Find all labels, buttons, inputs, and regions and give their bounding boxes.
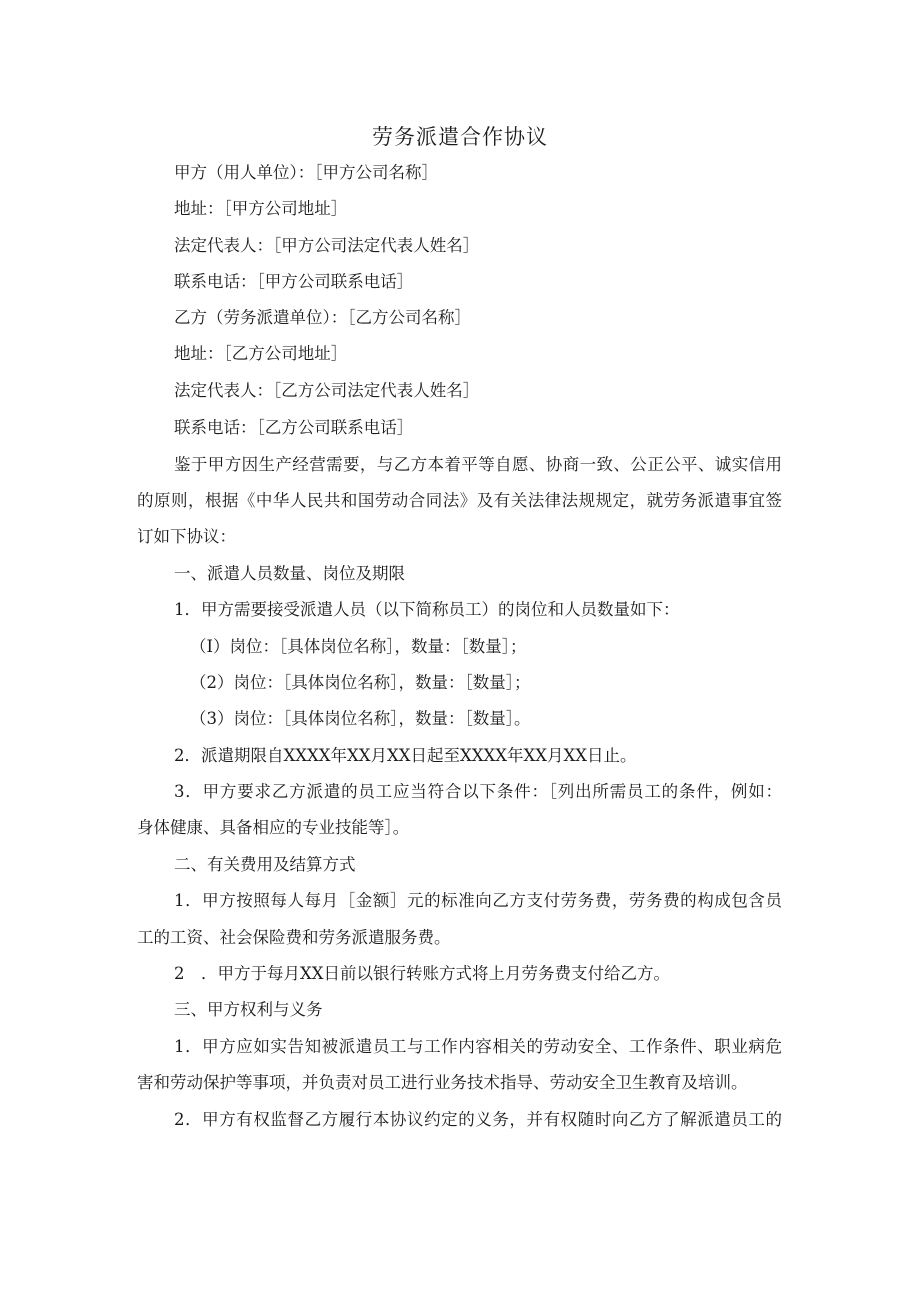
- document-title: 劳务派遣合作协议: [372, 125, 548, 149]
- party-b-representative: 法定代表人：［乙方公司法定代表人姓名］: [174, 381, 480, 400]
- section-3-item-1-line-2: 害和劳动保护等事项，并负责对员工进行业务技术指导、劳动安全卫生教育及培训。: [137, 1073, 748, 1092]
- party-b-address: 地址：［乙方公司地址］: [174, 344, 348, 363]
- section-2-heading: 二、有关费用及结算方式: [174, 855, 356, 874]
- party-a-address: 地址：［甲方公司地址］: [174, 199, 348, 218]
- party-a-name: 甲方（用人单位）：［甲方公司名称］: [174, 163, 438, 182]
- party-a-representative: 法定代表人：［甲方公司法定代表人姓名］: [174, 236, 480, 255]
- preamble-line-2: 的原则，根据《中华人民共和国劳动合同法》及有关法律法规规定，就劳务派遣事宜签: [137, 491, 782, 510]
- section-1-item-1: 1．甲方需要接受派遣人员（以下简称员工）的岗位和人员数量如下：: [174, 600, 680, 619]
- section-2-item-1-line-2: 工的工资、社会保险费和劳务派遣服务费。: [137, 928, 451, 947]
- preamble-line-3: 订如下协议：: [137, 527, 236, 546]
- section-1-item-2: 2．派遣期限自XXXX年XX月XX日起至XXXX年XX月XX日止。: [174, 746, 637, 765]
- party-b-name: 乙方（劳务派遣单位）：［乙方公司名称］: [174, 308, 471, 327]
- position-3: （3）岗位：［具体岗位名称］，数量：［数量］。: [190, 709, 531, 728]
- section-1-item-3-line-1: 3．甲方要求乙方派遣的员工应当符合以下条件：［列出所需员工的条件，例如：: [174, 782, 782, 801]
- position-1: （I）岗位：［具体岗位名称］，数量：［数量］；: [190, 637, 527, 656]
- section-3-item-1-line-1: 1．甲方应如实告知被派遣员工与工作内容相关的劳动安全、工作条件、职业病危: [174, 1037, 782, 1056]
- party-b-phone: 联系电话：［乙方公司联系电话］: [174, 418, 414, 437]
- party-a-phone: 联系电话：［甲方公司联系电话］: [174, 272, 414, 291]
- section-3-item-2-line-1: 2．甲方有权监督乙方履行本协议约定的义务，并有权随时向乙方了解派遣员工的: [174, 1110, 782, 1129]
- position-2: （2）岗位：［具体岗位名称］，数量：［数量］；: [190, 673, 531, 692]
- section-1-heading: 一、派遣人员数量、岗位及期限: [174, 564, 405, 583]
- section-1-item-3-line-2: 身体健康、具备相应的专业技能等］。: [137, 818, 410, 837]
- section-2-item-2: 2 ．甲方于每月XX日前以银行转账方式将上月劳务费支付给乙方。: [174, 964, 670, 983]
- preamble-line-1: 鉴于甲方因生产经营需要，与乙方本着平等自愿、协商一致、公正公平、诚实信用: [174, 455, 782, 474]
- section-2-item-1-line-1: 1．甲方按照每人每月［金额］元的标准向乙方支付劳务费，劳务费的构成包含员: [174, 891, 782, 910]
- section-3-heading: 三、甲方权利与义务: [174, 1000, 323, 1019]
